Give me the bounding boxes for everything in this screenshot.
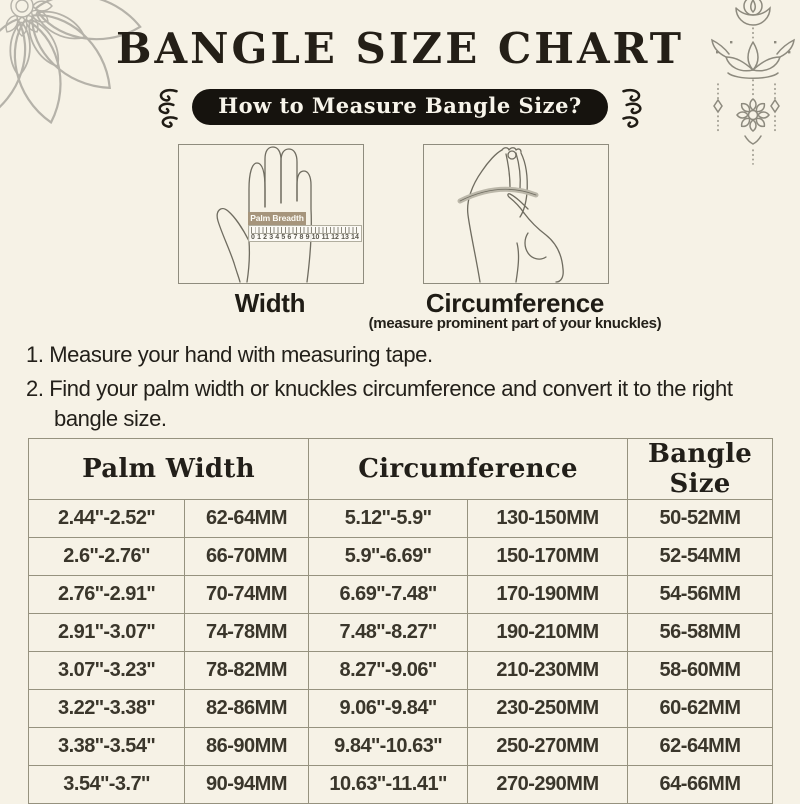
table-cell: 86-90MM: [185, 728, 309, 766]
table-cell: 54-56MM: [628, 576, 773, 614]
table-cell: 9.84''-10.63'': [309, 728, 468, 766]
table-cell: 62-64MM: [185, 500, 309, 538]
table-cell: 230-250MM: [468, 690, 628, 728]
table-cell: 2.44''-2.52'': [29, 500, 185, 538]
table-cell: 10.63''-11.41'': [309, 766, 468, 804]
instruction-step-1: 1. Measure your hand with measuring tape.: [26, 342, 433, 367]
table-cell: 66-70MM: [185, 538, 309, 576]
instruction-step-2: 2. Find your palm width or knuckles circumference and convert it to the right bangle size.: [26, 376, 733, 431]
table-cell: 82-86MM: [185, 690, 309, 728]
table-cell: 150-170MM: [468, 538, 628, 576]
table-row: [29, 766, 773, 804]
table-cell: 8.27''-9.06'': [309, 652, 468, 690]
ruler-number: 3: [269, 234, 274, 241]
table-cell: 74-78MM: [185, 614, 309, 652]
table-cell: 3.07''-3.23'': [29, 652, 185, 690]
table-cell: 2.76''-2.91'': [29, 576, 185, 614]
size-table-body: [29, 500, 773, 804]
header-palm-width: Palm Width: [29, 439, 309, 500]
table-cell: 64-66MM: [628, 766, 773, 804]
table-row: [29, 614, 773, 652]
table-cell: 170-190MM: [468, 576, 628, 614]
ruler-number: 7: [293, 234, 298, 241]
table-cell: 70-74MM: [185, 576, 309, 614]
table-row: [29, 652, 773, 690]
table-cell: 250-270MM: [468, 728, 628, 766]
ruler-numbers: [249, 234, 361, 242]
ruler-ticks: [251, 227, 359, 234]
table-cell: 190-210MM: [468, 614, 628, 652]
how-to-measure-badge: How to Measure Bangle Size?: [192, 89, 608, 125]
table-cell: 3.38''-3.54'': [29, 728, 185, 766]
palm-breadth-tape-label: Palm Breadth: [248, 212, 306, 225]
table-cell: 130-150MM: [468, 500, 628, 538]
table-cell: 5.9''-6.69'': [309, 538, 468, 576]
table-cell: 90-94MM: [185, 766, 309, 804]
badge-row: [0, 86, 800, 128]
instructions-list: [26, 340, 768, 438]
table-row: [29, 576, 773, 614]
table-cell: 7.48''-8.27'': [309, 614, 468, 652]
table-cell: 270-290MM: [468, 766, 628, 804]
table-cell: 9.06''-9.84'': [309, 690, 468, 728]
ruler-number: 11: [321, 234, 329, 241]
table-cell: 2.6''-2.76'': [29, 538, 185, 576]
bangle-size-table: [28, 438, 773, 804]
table-cell: 52-54MM: [628, 538, 773, 576]
ruler-number: 13: [341, 234, 349, 241]
table-cell: 3.22''-3.38'': [29, 690, 185, 728]
ruler-number: 0: [251, 234, 255, 241]
table-row: [29, 538, 773, 576]
palm-width-diagram-box: [178, 144, 364, 284]
ruler-number: 9: [305, 234, 310, 241]
measuring-tape-ruler: [248, 225, 362, 242]
table-row: [29, 728, 773, 766]
ruler-number: 2: [263, 234, 268, 241]
flourish-right-icon: [620, 86, 648, 128]
table-cell: 3.54''-3.7'': [29, 766, 185, 804]
ruler-number: 14: [351, 234, 359, 241]
table-cell: 6.69''-7.48'': [309, 576, 468, 614]
circumference-diagram-box: [423, 144, 609, 284]
table-cell: 58-60MM: [628, 652, 773, 690]
table-cell: 50-52MM: [628, 500, 773, 538]
page-title: BANGLE SIZE CHART: [116, 24, 684, 73]
ruler-number: 4: [275, 234, 280, 241]
table-cell: 56-58MM: [628, 614, 773, 652]
table-cell: 62-64MM: [628, 728, 773, 766]
table-cell: 2.91''-3.07'': [29, 614, 185, 652]
knuckle-circumference-hand-icon: [424, 145, 608, 283]
circumference-caption: Circumference: [425, 288, 605, 318]
table-cell: 210-230MM: [468, 652, 628, 690]
table-cell: 78-82MM: [185, 652, 309, 690]
table-row: [29, 500, 773, 538]
ruler-number: 12: [331, 234, 339, 241]
table-cell: 5.12''-5.9'': [309, 500, 468, 538]
header-bangle-size: Bangle Size: [628, 439, 773, 500]
width-caption: Width: [234, 288, 306, 318]
ruler-number: 5: [281, 234, 286, 241]
ruler-number: 1: [257, 234, 261, 241]
table-header-row: [29, 439, 773, 500]
ruler-number: 10: [311, 234, 320, 241]
ruler-number: 8: [299, 234, 304, 241]
circumference-note: (measure prominent part of your knuckles): [368, 315, 662, 332]
table-cell: 60-62MM: [628, 690, 773, 728]
table-row: [29, 690, 773, 728]
ruler-number: 6: [287, 234, 292, 241]
flourish-left-icon: [152, 86, 180, 128]
header-circumference: Circumference: [309, 439, 628, 500]
